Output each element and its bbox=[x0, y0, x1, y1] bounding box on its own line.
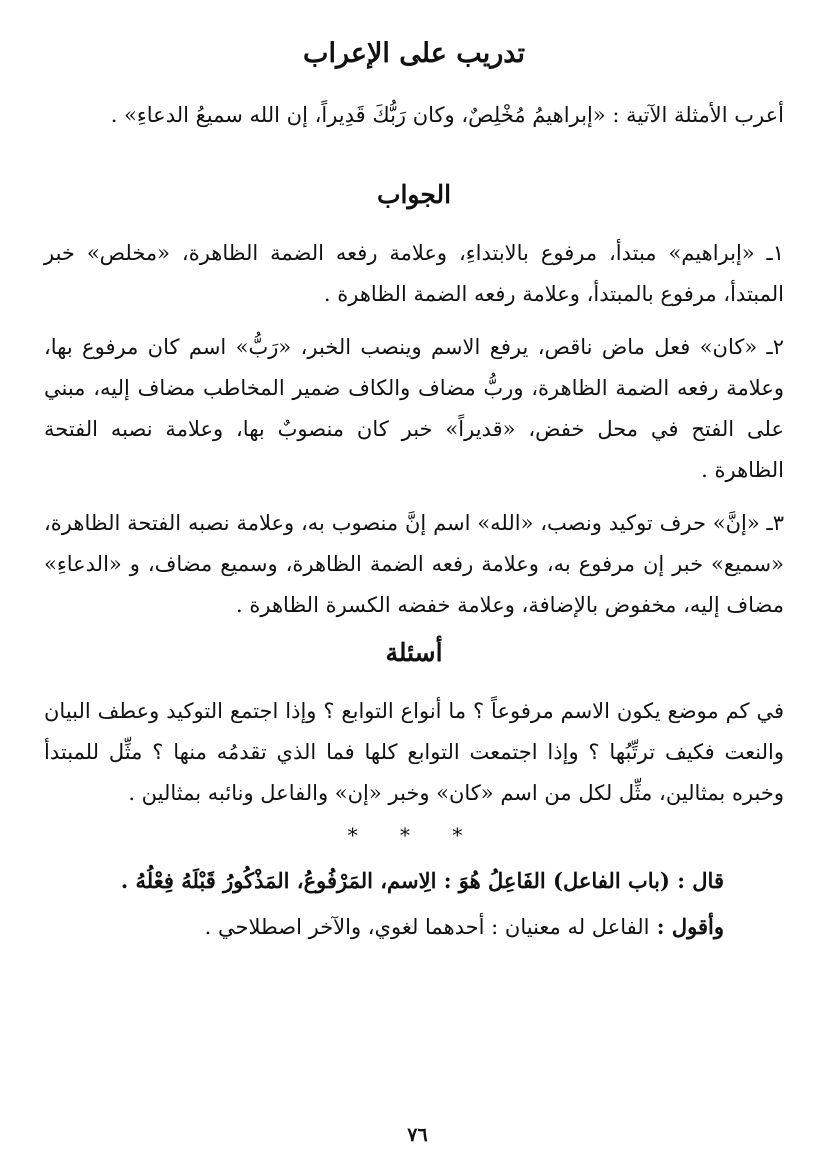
questions-heading: أسئلة bbox=[385, 638, 443, 667]
page-title: تدريب على الإعراب bbox=[303, 38, 525, 69]
note-text: الفاعل له معنيان : أحدهما لغوي، والآخر اصطلاحي . bbox=[204, 915, 650, 939]
quote-label: قال : bbox=[669, 868, 724, 893]
answer-heading: الجواب bbox=[376, 180, 452, 209]
questions-paragraph: في كم موضع يكون الاسم مرفوعاً ؟ ما أنواع التوابع ؟ وإذا اجتمع التوكيد وعطف البيان والنعت فكيف ترتِّبُها ؟ وإذا اجتمعت التوابع كلها فما الذي تقدمُه منها ؟ مثِّل للمبتدأ وخبره بمثالين، مثِّل لكل من اسم «كان» وخبر «إن» والفاعل ونائبه بمثالين . bbox=[44, 699, 784, 805]
quote-line bbox=[114, 858, 724, 904]
quote-text: (باب الفاعل) الفَاعِلُ هُوَ : الِاسم، المَرْفُوعُ، المَذْكُورُ قَبْلَهُ فِعْلُهُ . bbox=[120, 868, 670, 893]
page-number: ٧٦ bbox=[407, 1124, 428, 1146]
note-label: وأقول : bbox=[649, 914, 724, 939]
answer-item-2: ٢ـ «كان» فعل ماض ناقص، يرفع الاسم وينصب الخبر، «رَبُّ» اسم كان مرفوع بها، وعلامة رفعه الضمة الظاهرة، وربُّ مضاف والكاف ضمير المخاطب مضاف إليه، مبني على الفتح في محل خفض، «قديراً» خبر كان منصوبٌ بها، وعلامة نصبه الفتحة الظاهرة . bbox=[44, 335, 784, 482]
section-separator: * * * bbox=[347, 823, 481, 847]
instruction-paragraph: أعرب الأمثلة الآتية : «إبراهيمُ مُخْلِصٌ، وكان رَبُّكَ قَدِيراً، إن الله سميعُ الدعاءِ» . bbox=[110, 103, 784, 127]
page-body bbox=[44, 30, 784, 950]
note-line bbox=[114, 904, 724, 950]
answer-item-3: ٣ـ «إنَّ» حرف توكيد ونصب، «الله» اسم إنَّ منصوب به، وعلامة نصبه الفتحة الظاهرة، «سميع» خبر إن مرفوع به، وعلامة رفعه الضمة الظاهرة، وسميع مضاف، و «الدعاءِ» مضاف إليه، مخفوض بالإضافة، وعلامة خفضه الكسرة الظاهرة . bbox=[44, 511, 784, 617]
answer-item-1: ١ـ «إبراهيم» مبتدأ، مرفوع بالابتداءِ، وعلامة رفعه الضمة الظاهرة، «مخلص» خبر المبتدأ، مرفوع بالمبتدأ، وعلامة رفعه الضمة الظاهرة . bbox=[44, 241, 784, 306]
